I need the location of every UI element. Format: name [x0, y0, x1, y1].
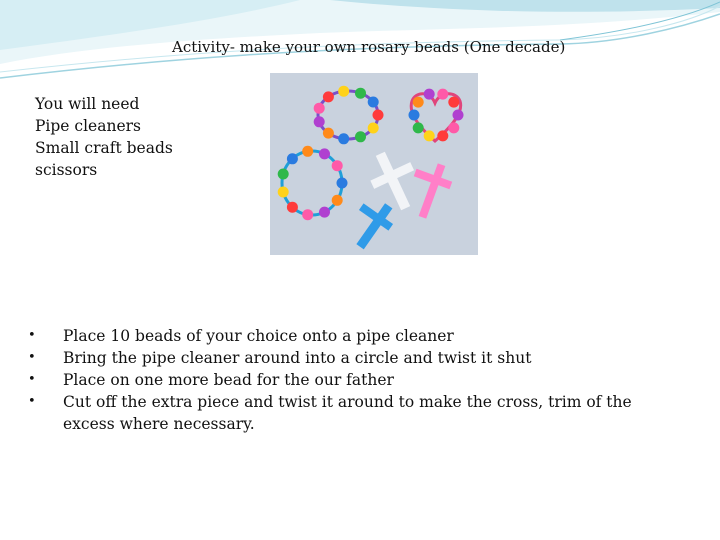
bullet-icon: • — [28, 328, 36, 343]
slide-title: Activity- make your own rosary beads (One decade) — [172, 38, 566, 56]
pink-cross — [414, 163, 452, 218]
bullet-icon: • — [28, 350, 36, 365]
materials-item: scissors — [35, 161, 98, 179]
bead — [368, 123, 379, 134]
bead — [413, 122, 424, 133]
rosary-illustration — [270, 73, 478, 255]
rosary-beads-photo — [270, 73, 478, 255]
bead — [453, 110, 464, 121]
bead — [323, 91, 334, 102]
bead — [323, 128, 334, 139]
bullet-icon: • — [28, 394, 36, 409]
bead — [437, 89, 448, 100]
materials-item: Pipe cleaners — [35, 117, 141, 135]
instruction-step: • Bring the pipe cleaner around into a circle and twist it shut — [28, 349, 532, 367]
white-cross — [370, 152, 414, 211]
materials-heading: You will need — [35, 95, 140, 113]
bead — [287, 153, 298, 164]
bead — [448, 122, 459, 133]
bead — [355, 131, 366, 142]
bead — [278, 187, 289, 198]
bead — [314, 103, 325, 114]
bead — [302, 209, 313, 220]
bead — [409, 110, 420, 121]
bead — [337, 178, 348, 189]
bead — [338, 86, 349, 97]
instruction-step: • Cut off the extra piece and twist it around to make the cross, trim of the excess where necessary. — [28, 393, 632, 433]
bead — [278, 169, 289, 180]
bead — [287, 202, 298, 213]
bead — [368, 97, 379, 108]
bullet-icon: • — [28, 372, 36, 387]
blue-cross — [356, 203, 393, 249]
bead — [338, 133, 349, 144]
bead — [332, 195, 343, 206]
bead — [319, 207, 330, 218]
materials-list — [35, 93, 173, 181]
materials-item: Small craft beads — [35, 139, 173, 157]
bead — [314, 116, 325, 127]
bead — [302, 146, 313, 157]
bead — [355, 88, 366, 99]
bead — [332, 160, 343, 171]
bead — [424, 89, 435, 100]
instruction-step: • Place on one more bead for the our father — [28, 371, 394, 389]
bead — [448, 97, 459, 108]
bead — [319, 148, 330, 159]
bead — [424, 130, 435, 141]
instructions-list — [28, 325, 688, 435]
instruction-step: • Place 10 beads of your choice onto a pipe cleaner — [28, 327, 454, 345]
bead — [437, 130, 448, 141]
bead — [373, 110, 384, 121]
bead — [413, 97, 424, 108]
